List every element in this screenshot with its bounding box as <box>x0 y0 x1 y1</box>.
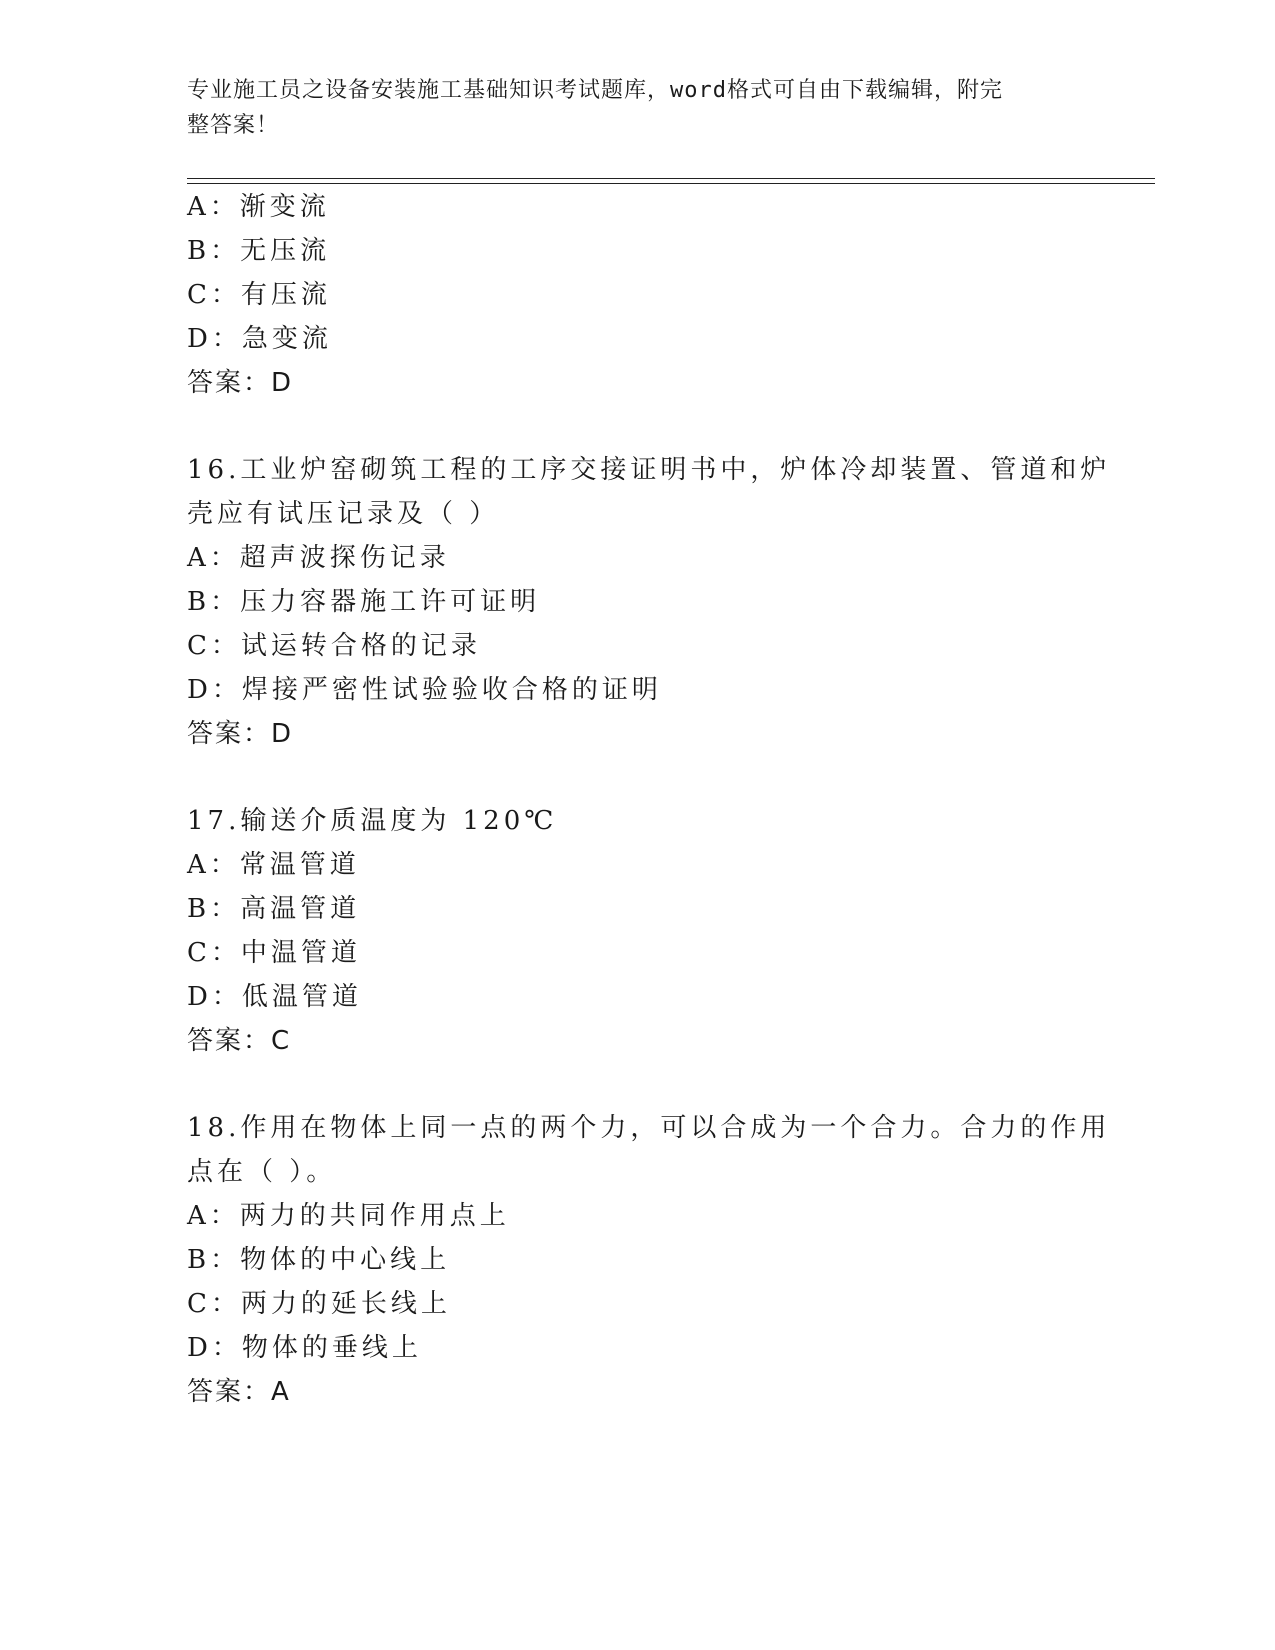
option-b: B：无压流 <box>187 236 331 266</box>
answer-line: 答案：C <box>187 1026 292 1056</box>
option-a: A：常温管道 <box>187 850 360 880</box>
option-c: C：试运转合格的记录 <box>187 631 481 661</box>
document-header <box>187 73 1067 143</box>
header-divider-bottom <box>187 183 1155 184</box>
answer-line: 答案：A <box>187 1377 291 1407</box>
option-a: A：两力的共同作用点上 <box>187 1201 510 1231</box>
question-stem-line-2: 壳应有试压记录及（ ） <box>187 499 500 529</box>
option-c: C：有压流 <box>187 280 331 310</box>
option-c: C：两力的延长线上 <box>187 1289 451 1319</box>
answer-line: 答案：D <box>187 719 294 749</box>
option-d: D：低温管道 <box>187 982 362 1012</box>
option-c: C：中温管道 <box>187 938 361 968</box>
header-line-1: 专业施工员之设备安装施工基础知识考试题库，word格式可自由下载编辑，附完 <box>187 78 1003 103</box>
header-divider-top <box>187 178 1155 179</box>
option-b: B：物体的中心线上 <box>187 1245 451 1275</box>
question-stem-line-1: 17.输送介质温度为 120℃ <box>187 806 558 836</box>
option-d: D：焊接严密性试验验收合格的证明 <box>187 675 662 705</box>
option-d: D：急变流 <box>187 324 332 354</box>
option-b: B：压力容器施工许可证明 <box>187 587 541 617</box>
question-stem-line-1: 16.工业炉窑砌筑工程的工序交接证明书中，炉体冷却装置、管道和炉 <box>187 455 1111 485</box>
question-stem-line-2: 点在（ ）。 <box>187 1157 337 1187</box>
answer-line: 答案：D <box>187 368 294 398</box>
header-line-2: 整答案！ <box>187 113 280 138</box>
option-a: A：渐变流 <box>187 192 330 222</box>
question-stem-line-1: 18.作用在物体上同一点的两个力，可以合成为一个合力。合力的作用 <box>187 1113 1111 1143</box>
option-b: B：高温管道 <box>187 894 361 924</box>
option-d: D：物体的垂线上 <box>187 1333 422 1363</box>
option-a: A：超声波探伤记录 <box>187 543 450 573</box>
